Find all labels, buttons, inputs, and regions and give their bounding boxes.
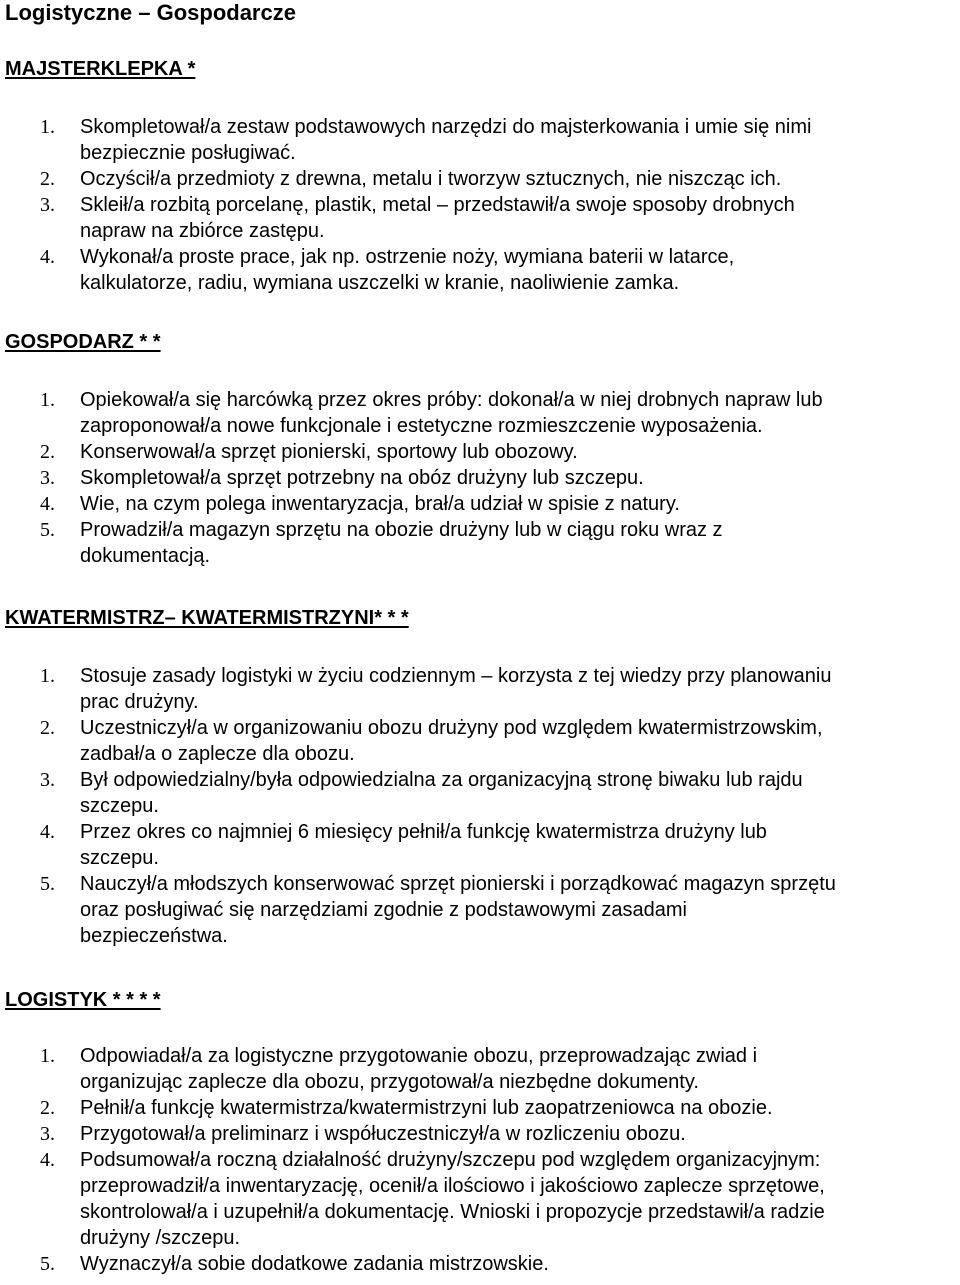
item-number: 1. — [40, 389, 55, 411]
item-number: 5. — [40, 1253, 55, 1275]
list-item — [0, 244, 960, 296]
section-list-gospodarz — [0, 387, 960, 569]
item-number: 3. — [40, 769, 55, 791]
item-text-line: Prowadził/a magazyn sprzętu na obozie drużyny lub w ciągu roku wraz z — [80, 519, 723, 541]
list-item — [0, 767, 960, 819]
section-heading-majsterklepka: MAJSTERKLEPKA * — [5, 58, 196, 80]
list-item — [0, 1251, 960, 1277]
item-text-line: Wykonał/a proste prace, jak np. ostrzenie noży, wymiana baterii w latarce, — [80, 246, 735, 268]
list-item — [0, 715, 960, 767]
item-text-line: Pełnił/a funkcję kwatermistrza/kwatermistrzyni lub zaopatrzeniowca na obozie. — [80, 1097, 773, 1119]
item-text-line: przeprowadził/a inwentaryzację, ocenił/a ilościowo i jakościowo zaplecze sprzętowe, — [80, 1175, 825, 1197]
item-number: 3. — [40, 1123, 55, 1145]
list-item — [0, 1147, 960, 1251]
item-number: 4. — [40, 1149, 55, 1171]
item-text-line: Podsumował/a roczną działalność drużyny/szczepu pod względem organizacyjnym: — [80, 1149, 821, 1171]
section-list-logistyk — [0, 1043, 960, 1277]
item-number: 5. — [40, 873, 55, 895]
item-text-line: szczepu. — [80, 795, 159, 817]
item-text-line: zaproponował/a nowe funkcjonale i estetyczne rozmieszczenie wyposażenia. — [80, 415, 763, 437]
item-text-line: Stosuje zasady logistyki w życiu codziennym – korzysta z tej wiedzy przy planowaniu — [80, 665, 832, 687]
item-number: 2. — [40, 1097, 55, 1119]
section-heading-gospodarz: GOSPODARZ * * — [5, 331, 161, 353]
item-text-line: bezpieczeństwa. — [80, 925, 228, 947]
item-text-line: skontrolował/a i uzupełnił/a dokumentację. Wnioski i propozycje przedstawił/a radzie — [80, 1201, 825, 1223]
list-item — [0, 465, 960, 491]
item-number: 3. — [40, 467, 55, 489]
item-number: 4. — [40, 246, 55, 268]
section-heading-kwatermistrz: KWATERMISTRZ– KWATERMISTRZYNI* * * — [5, 607, 409, 629]
list-item — [0, 663, 960, 715]
item-text-line: Skompletował/a sprzęt potrzebny na obóz drużyny lub szczepu. — [80, 467, 644, 489]
item-number: 2. — [40, 717, 55, 739]
item-text-line: Wie, na czym polega inwentaryzacja, brał/a udział w spisie z natury. — [80, 493, 680, 515]
list-item — [0, 114, 960, 166]
item-number: 1. — [40, 116, 55, 138]
item-text-line: prac drużyny. — [80, 691, 199, 713]
item-text-line: kalkulatorze, radiu, wymiana uszczelki w kranie, naoliwienie zamka. — [80, 272, 680, 294]
section-heading-logistyk: LOGISTYK * * * * — [5, 989, 161, 1011]
item-text-line: Konserwował/a sprzęt pionierski, sportowy lub obozowy. — [80, 441, 578, 463]
item-text-line: Skompletował/a zestaw podstawowych narzędzi do majsterkowania i umie się nimi — [80, 116, 812, 138]
list-item — [0, 387, 960, 439]
item-text-line: Uczestniczył/a w organizowaniu obozu drużyny pod względem kwatermistrzowskim, — [80, 717, 823, 739]
item-text-line: Oczyścił/a przedmioty z drewna, metalu i tworzyw sztucznych, nie niszcząc ich. — [80, 168, 782, 190]
list-item — [0, 439, 960, 465]
list-item — [0, 491, 960, 517]
item-number: 4. — [40, 493, 55, 515]
list-item — [0, 1043, 960, 1095]
item-text-line: drużyny /szczepu. — [80, 1227, 241, 1249]
item-number: 2. — [40, 441, 55, 463]
document-title: Logistyczne – Gospodarcze — [5, 0, 296, 25]
item-number: 5. — [40, 519, 55, 541]
item-text-line: Był odpowiedzialny/była odpowiedzialna za organizacyjną stronę biwaku lub rajdu — [80, 769, 803, 791]
list-item — [0, 192, 960, 244]
item-text-line: napraw na zbiórce zastępu. — [80, 220, 325, 242]
item-text-line: szczepu. — [80, 847, 159, 869]
item-number: 1. — [40, 665, 55, 687]
list-item — [0, 517, 960, 569]
item-text-line: Wyznaczył/a sobie dodatkowe zadania mistrzowskie. — [80, 1253, 549, 1275]
item-text-line: Nauczył/a młodszych konserwować sprzęt pionierski i porządkować magazyn sprzętu — [80, 873, 836, 895]
list-item — [0, 166, 960, 192]
item-text-line: Opiekował/a się harcówką przez okres próby: dokonał/a w niej drobnych napraw lub — [80, 389, 823, 411]
list-item — [0, 819, 960, 871]
item-text-line: zadbał/a o zaplecze dla obozu. — [80, 743, 355, 765]
item-text-line: Skleił/a rozbitą porcelanę, plastik, metal – przedstawił/a swoje sposoby drobnych — [80, 194, 795, 216]
list-item — [0, 1121, 960, 1147]
item-text-line: bezpiecznie posługiwać. — [80, 142, 296, 164]
item-number: 2. — [40, 168, 55, 190]
item-text-line: oraz posługiwać się narzędziami zgodnie z podstawowymi zasadami — [80, 899, 687, 921]
item-number: 4. — [40, 821, 55, 843]
item-number: 3. — [40, 194, 55, 216]
list-item — [0, 871, 960, 949]
item-number: 1. — [40, 1045, 55, 1067]
item-text-line: Odpowiadał/a za logistyczne przygotowanie obozu, przeprowadzając zwiad i — [80, 1045, 758, 1067]
item-text-line: Przygotował/a preliminarz i współuczestniczył/a w rozliczeniu obozu. — [80, 1123, 686, 1145]
section-list-kwatermistrz — [0, 663, 960, 949]
section-list-majsterklepka — [0, 114, 960, 296]
list-item — [0, 1095, 960, 1121]
item-text-line: dokumentacją. — [80, 545, 211, 567]
item-text-line: Przez okres co najmniej 6 miesięcy pełnił/a funkcję kwatermistrza drużyny lub — [80, 821, 767, 843]
item-text-line: organizując zaplecze dla obozu, przygotował/a niezbędne dokumenty. — [80, 1071, 699, 1093]
